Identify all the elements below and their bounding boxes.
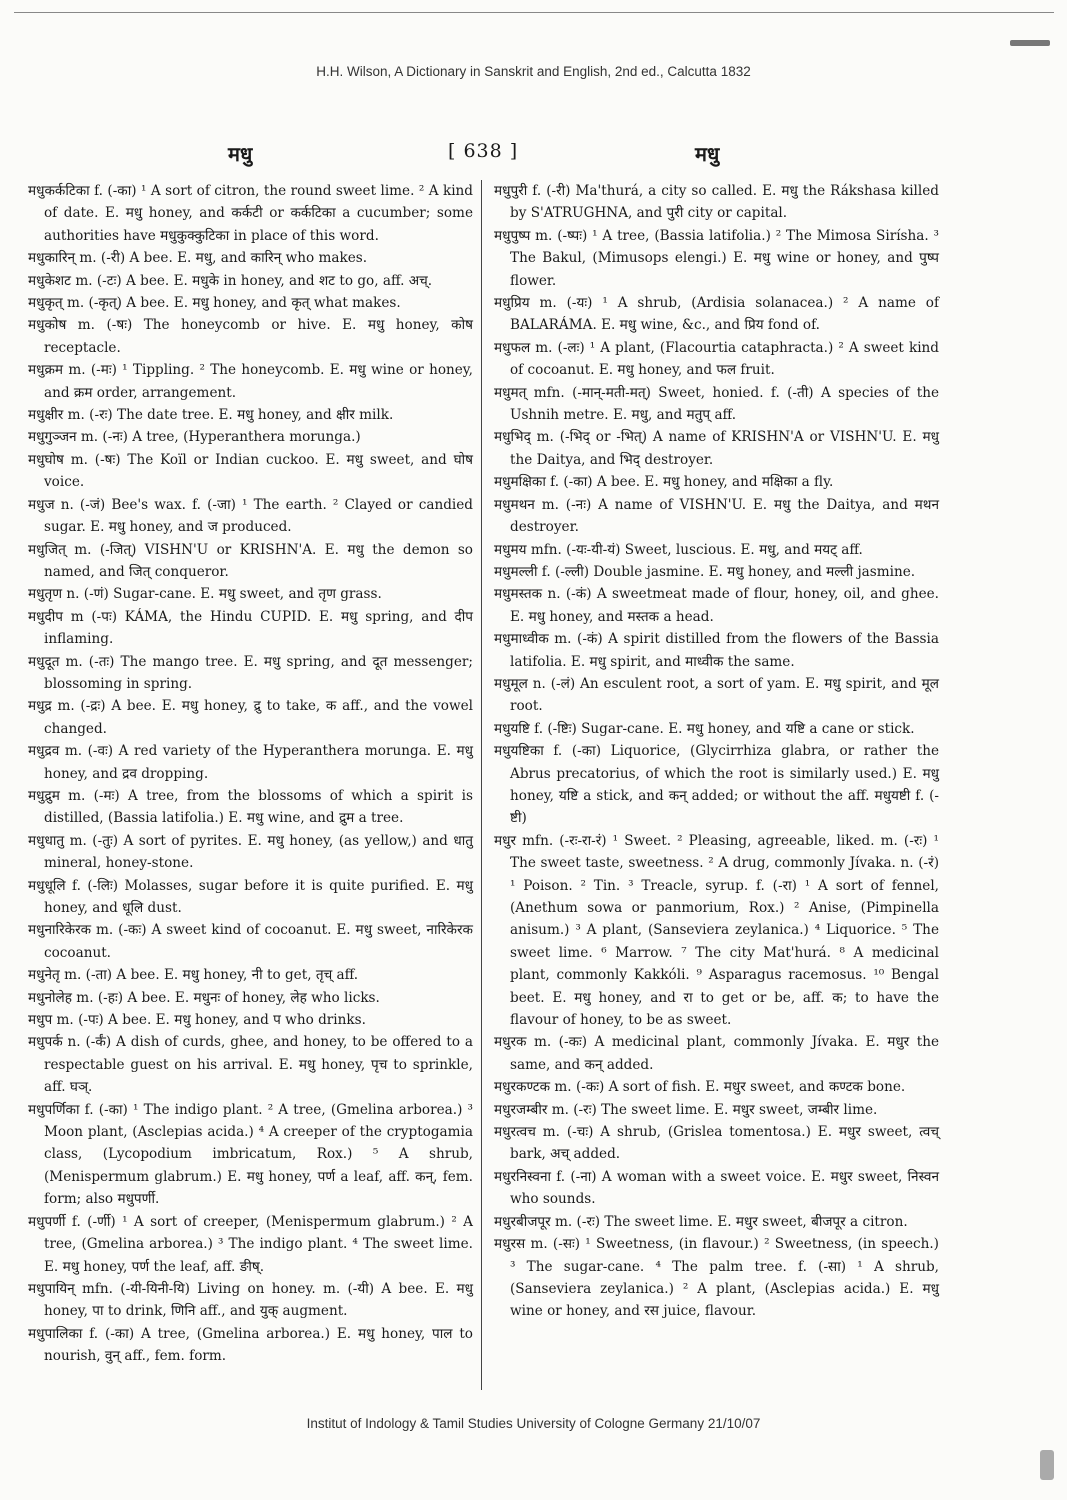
dictionary-entry: मधुभिद् m. (-भिद् or -भित्) A name of KRISHN'A or VISHN'U. E. मधु the Daitya, and भिद् destroyer. bbox=[494, 429, 939, 468]
dictionary-entry: मधुघोष m. (-षः) The Koïl or Indian cuckoo. E. मधु sweet, and घोष voice. bbox=[28, 451, 473, 491]
dictionary-entry: मधुतृण n. (-णं) Sugar-cane. E. मधु sweet, and तृण grass. bbox=[28, 586, 382, 603]
dictionary-entry: मधुमक्षिका f. (-का) A bee. E. मधु honey, and मक्षिका a fly. bbox=[494, 474, 834, 491]
dictionary-entry: मधुदूत m. (-तः) The mango tree. E. मधु spring, and दूत messenger; blossoming in spring. bbox=[28, 653, 473, 692]
dictionary-entry: मधुप m. (-पः) A bee. E. मधु honey, and प who drinks. bbox=[28, 1012, 366, 1029]
dictionary-entry: मधुमाध्वीक m. (-कं) A spirit distilled from the flowers of the Bassia latifolia. E. मधु spirit, and माध्वीक the same. bbox=[494, 631, 939, 670]
scan-edge-rule bbox=[14, 12, 1054, 13]
dictionary-entry: मधुकेशट m. (-टः) A bee. E. मधुके in honey, and शट to go, aff. अच्. bbox=[28, 272, 433, 289]
dictionary-entry: मधुरकण्टक m. (-कः) A sort of fish. E. मधुर sweet, and कण्टक bone. bbox=[494, 1079, 906, 1096]
column-divider bbox=[481, 180, 482, 1390]
dictionary-entry: मधुद्रुम m. (-मः) A tree, from the blossoms of which a spirit is distilled, (Bassia latifolia.) E. मधु wine, and द्रुम a tree. bbox=[28, 787, 473, 827]
dictionary-entry: मधुकोष m. (-षः) The honeycomb or hive. E. मधु honey, कोष receptacle. bbox=[28, 317, 473, 356]
dictionary-entry: मधुमथन m. (-नः) A name of VISHN'U. E. मधु the Daitya, and मथन destroyer. bbox=[494, 496, 939, 536]
dictionary-entry: मधुप्रिय m. (-यः) ¹ A shrub, (Ardisia solanacea.) ² A name of BALARÁMA. E. मधु wine, &c., and प्रिय fond of. bbox=[494, 295, 939, 334]
scan-smudge bbox=[1040, 1450, 1054, 1480]
dictionary-entry: मधुकृत् m. (-कृत्) A bee. E. मधु honey, and कृत् what makes. bbox=[28, 295, 401, 312]
dictionary-entry: मधुरत्वच m. (-चः) A shrub, (Grislea tomentosa.) E. मधुर sweet, त्वच् bark, अच् added. bbox=[494, 1124, 939, 1163]
dictionary-entry: मधुपुरी f. (-री) Ma'thurá, a city so called. E. मधु the Rákshasa killed by S'ATRUGHNA, and पुरी city or capital. bbox=[494, 183, 939, 222]
dictionary-entry: मधुरनिस्वना f. (-ना) A woman with a sweet voice. E. मधुर sweet, निस्वन who sounds. bbox=[494, 1168, 939, 1208]
running-head-right: मधु bbox=[695, 142, 720, 166]
dictionary-entry: मधुफल m. (-लः) ¹ A plant, (Flacourtia cataphracta.) ² A sweet kind of cocoanut. E. मधु honey, and फल fruit. bbox=[494, 339, 939, 379]
dictionary-entry: मधुधातु m. (-तुः) A sort of pyrites. E. मधु honey, (as yellow,) and धातु mineral, honey-stone. bbox=[28, 832, 473, 872]
dictionary-entry: मधुरबीजपूर m. (-रः) The sweet lime. E. मधुर sweet, बीजपूर a citron. bbox=[494, 1213, 908, 1230]
dictionary-entry: मधुयष्टि f. (-ष्टिः) Sugar-cane. E. मधु honey, and यष्टि a cane or stick. bbox=[494, 720, 915, 737]
dictionary-entry: मधुपायिन् mfn. (-यी-यिनी-यि) Living on honey. m. (-यी) A bee. E. मधु honey, पा to drink, णिनि aff., and युक् augment. bbox=[28, 1280, 473, 1320]
dictionary-entry: मधुकर्कटिका f. (-का) ¹ A sort of citron, the round sweet lime. ² A kind of date. E. मधु honey, and कर्कटी or कर्कटिका a cucumber; some authorities have मधुकुक्कुटिका in place of this word. bbox=[28, 183, 473, 244]
dictionary-entry: मधुरजम्बीर m. (-रः) The sweet lime. E. मधुर sweet, जम्बीर lime. bbox=[494, 1101, 878, 1118]
left-column bbox=[28, 180, 473, 1368]
right-column bbox=[494, 180, 939, 1323]
dictionary-entry: मधुरस m. (-सः) ¹ Sweetness, (in flavour.) ² Sweetness, (in speech.) ³ The sugar-cane. ⁴ The palm tree. f. (-सा) ¹ A shrub, (Sanseviera zeylanica.) ² A plant, (Asclepias acida.) E. मधु wine or honey, and रस juice, flavour. bbox=[494, 1236, 939, 1320]
dictionary-entry: मधुकारिन् m. (-री) A bee. E. मधु, and कारिन् who makes. bbox=[28, 250, 368, 267]
page-number: [ 638 ] bbox=[448, 140, 519, 162]
dictionary-entry: मधुद्र m. (-द्रः) A bee. E. मधु honey, द्रु to take, क aff., and the vowel changed. bbox=[28, 698, 473, 737]
dictionary-entry: मधुक्रम m. (-मः) ¹ Tippling. ² The honeycomb. E. मधु wine or honey, and क्रम order, arrangement. bbox=[28, 362, 473, 401]
dictionary-entry: मधुपर्क n. (-र्कं) A dish of curds, ghee, and honey, to be offered to a respectable guest on his arrival. E. मधु honey, पृच to sprinkle, aff. घञ्. bbox=[28, 1034, 473, 1096]
dictionary-entry: मधुमल्ली f. (-ल्ली) Double jasmine. E. मधु honey, and मल्ली jasmine. bbox=[494, 563, 916, 580]
dictionary-entry: मधुमूल n. (-लं) An esculent root, a sort of yam. E. मधु spirit, and मूल root. bbox=[494, 675, 939, 715]
dictionary-entry: मधुजित् m. (-जित्) VISHN'U or KRISHN'A. E. मधु the demon so named, and जित् conqueror. bbox=[28, 541, 473, 580]
dictionary-entry: मधुर mfn. (-रः-रा-रं) ¹ Sweet. ² Pleasing, agreeable, liked. m. (-रः) ¹ The sweet taste, sweetness. ² A drug, commonly Jívaka. n. (-रं) ¹ Poison. ² Tin. ³ Treacle, syrup. f. (-रा) ¹ A sort of fennel, (Anethum sowa or panmorium, Rox.) ² Anise, (Pimpinella anisum.) ³ A plant, (Sanseviera zeylanica.) ⁴ Liquorice. ⁵ The sweet lime. ⁶ Marrow. ⁷ The city Mat'hurá. ⁸ A medicinal plant, commonly Kakkóli. ⁹ Asparagus racemosus. ¹⁰ Bengal beet. E. मधु honey, and रा to get or be, aff. क; to have the flavour of honey, to be as sweet. bbox=[494, 832, 939, 1029]
dictionary-entry: मधुनेतृ m. (-ता) A bee. E. मधु honey, नी to get, तृच् aff. bbox=[28, 967, 359, 984]
dictionary-entry: मधुद्रव m. (-वः) A red variety of the Hyperanthera morunga. E. मधु honey, and द्रव dropping. bbox=[28, 743, 473, 782]
dictionary-entry: मधुमस्तक n. (-कं) A sweetmeat made of flour, honey, oil, and ghee. E. मधु honey, and मस्तक a head. bbox=[494, 586, 939, 625]
dictionary-entry: मधुपर्णी f. (-र्णी) ¹ A sort of creeper, (Menispermum glabrum.) ² A tree, (Gmelina arborea.) ³ The indigo plant. ⁴ The sweet lime. E. मधु honey, पर्ण the leaf, aff. ङीष्. bbox=[28, 1213, 473, 1275]
dictionary-entry: मधुमय mfn. (-यः-यी-यं) Sweet, luscious. E. मधु, and मयट् aff. bbox=[494, 541, 863, 558]
dictionary-entry: मधुक्षीर m. (-रः) The date tree. E. मधु honey, and क्षीर milk. bbox=[28, 407, 394, 424]
dictionary-entry: मधुदीप m (-पः) KÁMA, the Hindu CUPID. E. मधु spring, and दीप inflaming. bbox=[28, 608, 473, 648]
dictionary-entry: मधुपालिका f. (-का) A tree, (Gmelina arborea.) E. मधु honey, पाल to nourish, वुन् aff., fem. form. bbox=[28, 1325, 473, 1365]
dictionary-entry: मधुपर्णिका f. (-का) ¹ The indigo plant. ² A tree, (Gmelina arborea.) ³ Moon plant, (Asclepias acida.) ⁴ A creeper of the cryptogamia class, (Lycopodium imbricatum, Rox.) ⁵ A shrub, (Menispermum glabrum.) E. मधु honey, पर्ण a leaf, aff. कन्, fem. form; also मधुपर्णी. bbox=[28, 1101, 473, 1208]
dictionary-entry: मधुनोलेह m. (-हः) A bee. E. मधुनः of honey, लेह who licks. bbox=[28, 989, 380, 1006]
dictionary-entry: मधुमत् mfn. (-मान्-मती-मत्) Sweet, honied. f. (-ती) A species of the Ushnih metre. E. मधु, and मतुप् aff. bbox=[494, 384, 939, 424]
dictionary-entry: मधुनारिकेरक m. (-कः) A sweet kind of cocoanut. E. मधु sweet, नारिकेरक cocoanut. bbox=[28, 922, 473, 961]
dictionary-entry: मधुपुष्प m. (-ष्पः) ¹ A tree, (Bassia latifolia.) ² The Mimosa Sirísha. ³ The Bakul, (Mimusops elengi.) E. मधु wine or honey, and पुष्प flower. bbox=[494, 227, 939, 289]
dictionary-entry: मधुज n. (-जं) Bee's wax. f. (-जा) ¹ The earth. ² Clayed or candied sugar. E. मधु honey, and ज produced. bbox=[28, 496, 473, 536]
scan-caption: H.H. Wilson, A Dictionary in Sanskrit and English, 2nd ed., Calcutta 1832 bbox=[316, 64, 751, 79]
dictionary-entry: मधुरक m. (-कः) A medicinal plant, commonly Jívaka. E. मधुर the same, and कन् added. bbox=[494, 1034, 939, 1073]
dictionary-entry: मधुयष्टिका f. (-का) Liquorice, (Glycirrhiza glabra, or rather the Abrus precatorius, of which the root is similarly used.) E. मधु honey, यष्टि a stick, and कन् added; or without the aff. मधुयष्टी f. (-ष्टी) bbox=[494, 743, 939, 827]
dictionary-entry: मधुगुञ्जन m. (-नः) A tree, (Hyperanthera morunga.) bbox=[28, 429, 361, 446]
scan-smudge bbox=[1010, 40, 1050, 46]
running-head-left: मधु bbox=[228, 142, 253, 166]
scan-credit: Institut of Indology & Tamil Studies University of Cologne Germany 21/10/07 bbox=[306, 1416, 761, 1431]
dictionary-entry: मधुधूलि f. (-लिः) Molasses, sugar before it is quite purified. E. मधु honey, and धूलि dust. bbox=[28, 877, 473, 916]
